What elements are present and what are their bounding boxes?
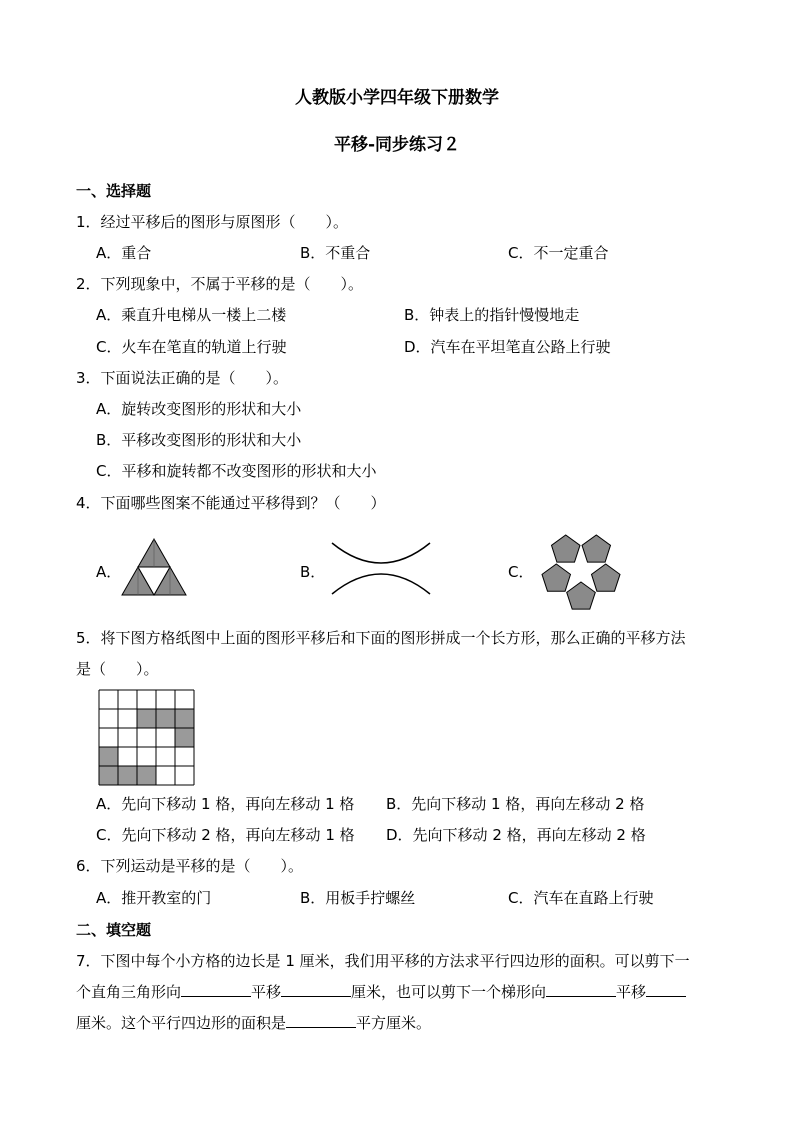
shaded-cell (137, 709, 156, 728)
section-heading-choice: 一、选择题 (76, 182, 152, 200)
q4-option-a: A． (96, 563, 122, 581)
q3-stem: 3．下面说法正确的是（ ）。 (76, 369, 289, 387)
shaded-cell (137, 766, 156, 785)
q5-option-a: A．先向下移动 1 格，再向左移动 1 格 (96, 795, 355, 813)
q4-option-b: B． (300, 563, 326, 581)
q7-blank-2[interactable] (281, 982, 351, 997)
q2-option-d: D．汽车在平坦笔直公路上行驶 (404, 338, 611, 356)
pentagon-shape (592, 564, 621, 591)
shaded-cell (118, 766, 137, 785)
q3-option-b: B．平移改变图形的形状和大小 (96, 431, 302, 449)
q6-option-b: B．用板手拧螺丝 (300, 889, 416, 907)
q4-stem: 4．下面哪些图案不能通过平移得到？（ ） (76, 494, 386, 512)
q7-blank-3[interactable] (546, 982, 616, 997)
q1-stem: 1．经过平移后的图形与原图形（ ）。 (76, 213, 349, 231)
q7-text-f: 平方厘米。 (356, 1014, 432, 1032)
q7-text-d: 平移 (616, 983, 647, 1001)
q5-stem-line2: 是（ ）。 (76, 660, 159, 678)
pentagon-shape (552, 535, 581, 562)
triangle-pattern-figure (121, 538, 187, 596)
pentagon-shape (542, 564, 571, 591)
arcs-figure (330, 541, 432, 596)
q5-option-d: D．先向下移动 2 格，再向左移动 2 格 (386, 826, 646, 844)
shaded-cell (156, 709, 175, 728)
q5-option-b: B．先向下移动 1 格，再向左移动 2 格 (386, 795, 645, 813)
pentagon-ring-figure (538, 526, 624, 612)
q3-option-c: C．平移和旋转都不改变图形的形状和大小 (96, 462, 377, 480)
q7-blank-1[interactable] (181, 982, 251, 997)
shaded-cell (175, 709, 194, 728)
q6-option-a: A．推开教室的门 (96, 889, 212, 907)
q7-blank-5[interactable] (286, 1013, 356, 1028)
q7-line1: 7．下图中每个小方格的边长是 1 厘米，我们用平移的方法求平行四边形的面积。可以剪下一 (76, 952, 690, 970)
shaded-cell (175, 728, 194, 747)
section-heading-fill: 二、填空题 (76, 921, 152, 939)
q2-option-c: C．火车在笔直的轨道上行驶 (96, 338, 287, 356)
grid-figure (98, 689, 195, 786)
q2-option-a: A．乘直升电梯从一楼上二楼 (96, 306, 287, 324)
q7-blank-4[interactable] (646, 982, 686, 997)
q7-text-a: 个直角三角形向 (76, 983, 182, 1001)
q1-option-b: B．不重合 (300, 244, 371, 262)
q7-text-b: 平移 (251, 983, 282, 1001)
page-subtitle: 平移-同步练习２ (333, 135, 461, 155)
q6-stem: 6．下列运动是平移的是（ ）。 (76, 857, 304, 875)
q7-line2 (76, 982, 686, 1002)
q7-text-e: 厘米。这个平行四边形的面积是 (76, 1014, 287, 1032)
shaded-cell (99, 766, 118, 785)
q1-option-a: A．重合 (96, 244, 152, 262)
q4-option-c: C． (508, 563, 534, 581)
q3-option-a: A．旋转改变图形的形状和大小 (96, 400, 302, 418)
q2-stem: 2．下列现象中，不属于平移的是（ ）。 (76, 275, 364, 293)
q6-option-c: C．汽车在直路上行驶 (508, 889, 654, 907)
q5-option-c: C．先向下移动 2 格，再向左移动 1 格 (96, 826, 355, 844)
q2-option-b: B．钟表上的指针慢慢地走 (404, 306, 580, 324)
page-title: 人教版小学四年级下册数学 (295, 88, 499, 108)
shaded-cell (99, 747, 118, 766)
q7-line3 (76, 1013, 431, 1033)
pentagon-shape (567, 582, 596, 609)
q5-stem-line1: 5．将下图方格纸图中上面的图形平移后和下面的图形拼成一个长方形，那么正确的平移方法 (76, 629, 686, 647)
pentagon-shape (582, 535, 611, 562)
q1-option-c: C．不一定重合 (508, 244, 609, 262)
q7-text-c: 厘米，也可以剪下一个梯形向 (351, 983, 547, 1001)
